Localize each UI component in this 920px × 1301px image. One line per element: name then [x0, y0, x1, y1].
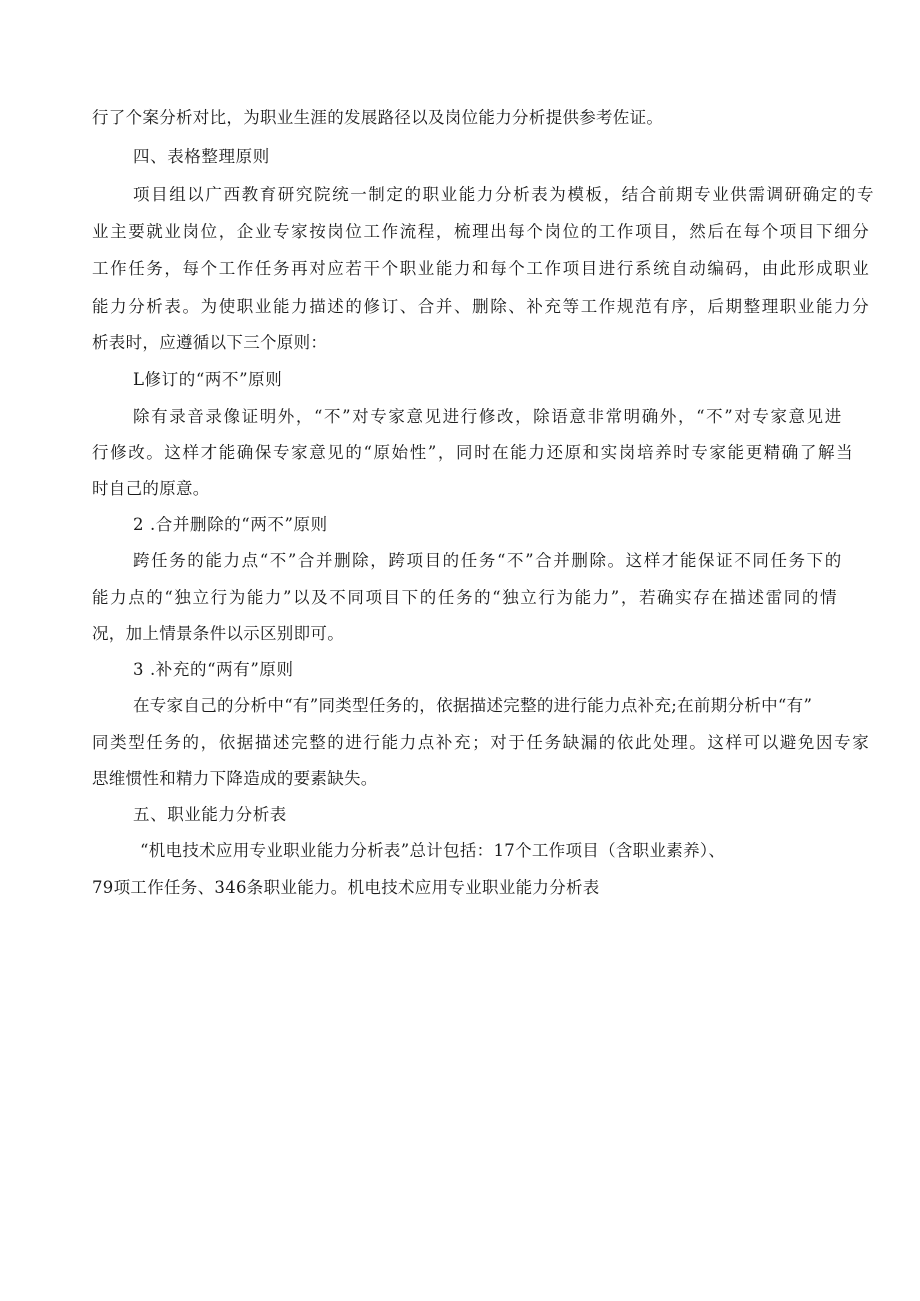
- paragraph-line: 跨任务的能力点“不”合并删除，跨项目的任务“不”合并删除。这样才能保证不同任务下的: [133, 551, 843, 570]
- paragraph-line: 思维惯性和精力下降造成的要素缺失。: [92, 769, 378, 788]
- principle-heading-2: 2 .合并删除的“两不”原则: [133, 515, 328, 534]
- paragraph-line: 同类型任务的，依据描述完整的进行能力点补充；对于任务缺漏的依此处理。这样可以避免因专家: [92, 733, 871, 752]
- paragraph-line: 行了个案分析对比，为职业生涯的发展路径以及岗位能力分析提供参考佐证。: [92, 108, 664, 127]
- paragraph-line: 时自己的原意。: [92, 479, 210, 498]
- paragraph-line: 析表时，应遵循以下三个原则：: [92, 333, 328, 352]
- principle-heading-3: 3 .补充的“两有”原则: [133, 660, 294, 679]
- paragraph-line: 在专家自己的分析中“有”同类型任务的，依据描述完整的进行能力点补充;在前期分析中“有”: [133, 696, 813, 715]
- section-heading-5: 五、职业能力分析表: [133, 805, 287, 824]
- paragraph-line: 79项工作任务、346条职业能力。机电技术应用专业职业能力分析表: [92, 878, 600, 897]
- paragraph-line: 能力点的“独立行为能力”以及不同项目下的任务的“独立行为能力”，若确实存在描述雷同的情: [92, 588, 839, 607]
- paragraph-line: 工作任务，每个工作任务再对应若干个职业能力和每个工作项目进行系统自动编码，由此形成职业: [92, 259, 871, 278]
- paragraph-line: 业主要就业岗位，企业专家按岗位工作流程，梳理出每个岗位的工作项目，然后在每个项目下细分: [92, 222, 871, 241]
- paragraph-line: 项目组以广西教育研究院统一制定的职业能力分析表为模板，结合前期专业供需调研确定的专: [133, 185, 876, 204]
- paragraph-line: “机电技术应用专业职业能力分析表”总计包括：17个工作项目（含职业素养）、: [140, 841, 726, 860]
- paragraph-line: 除有录音录像证明外，“不”对专家意见进行修改，除语意非常明确外，“不”对专家意见进: [133, 407, 843, 426]
- paragraph-line: 行修改。这样才能确保专家意见的“原始性”，同时在能力还原和实岗培养时专家能更精确了解当: [92, 443, 855, 462]
- principle-heading-1: L修订的“两不”原则: [133, 370, 283, 389]
- paragraph-line: 能力分析表。为使职业能力描述的修订、合并、删除、补充等工作规范有序，后期整理职业能力分: [92, 297, 871, 316]
- section-heading-4: 四、表格整理原则: [133, 147, 270, 166]
- paragraph-line: 况，加上情景条件以示区别即可。: [92, 624, 344, 643]
